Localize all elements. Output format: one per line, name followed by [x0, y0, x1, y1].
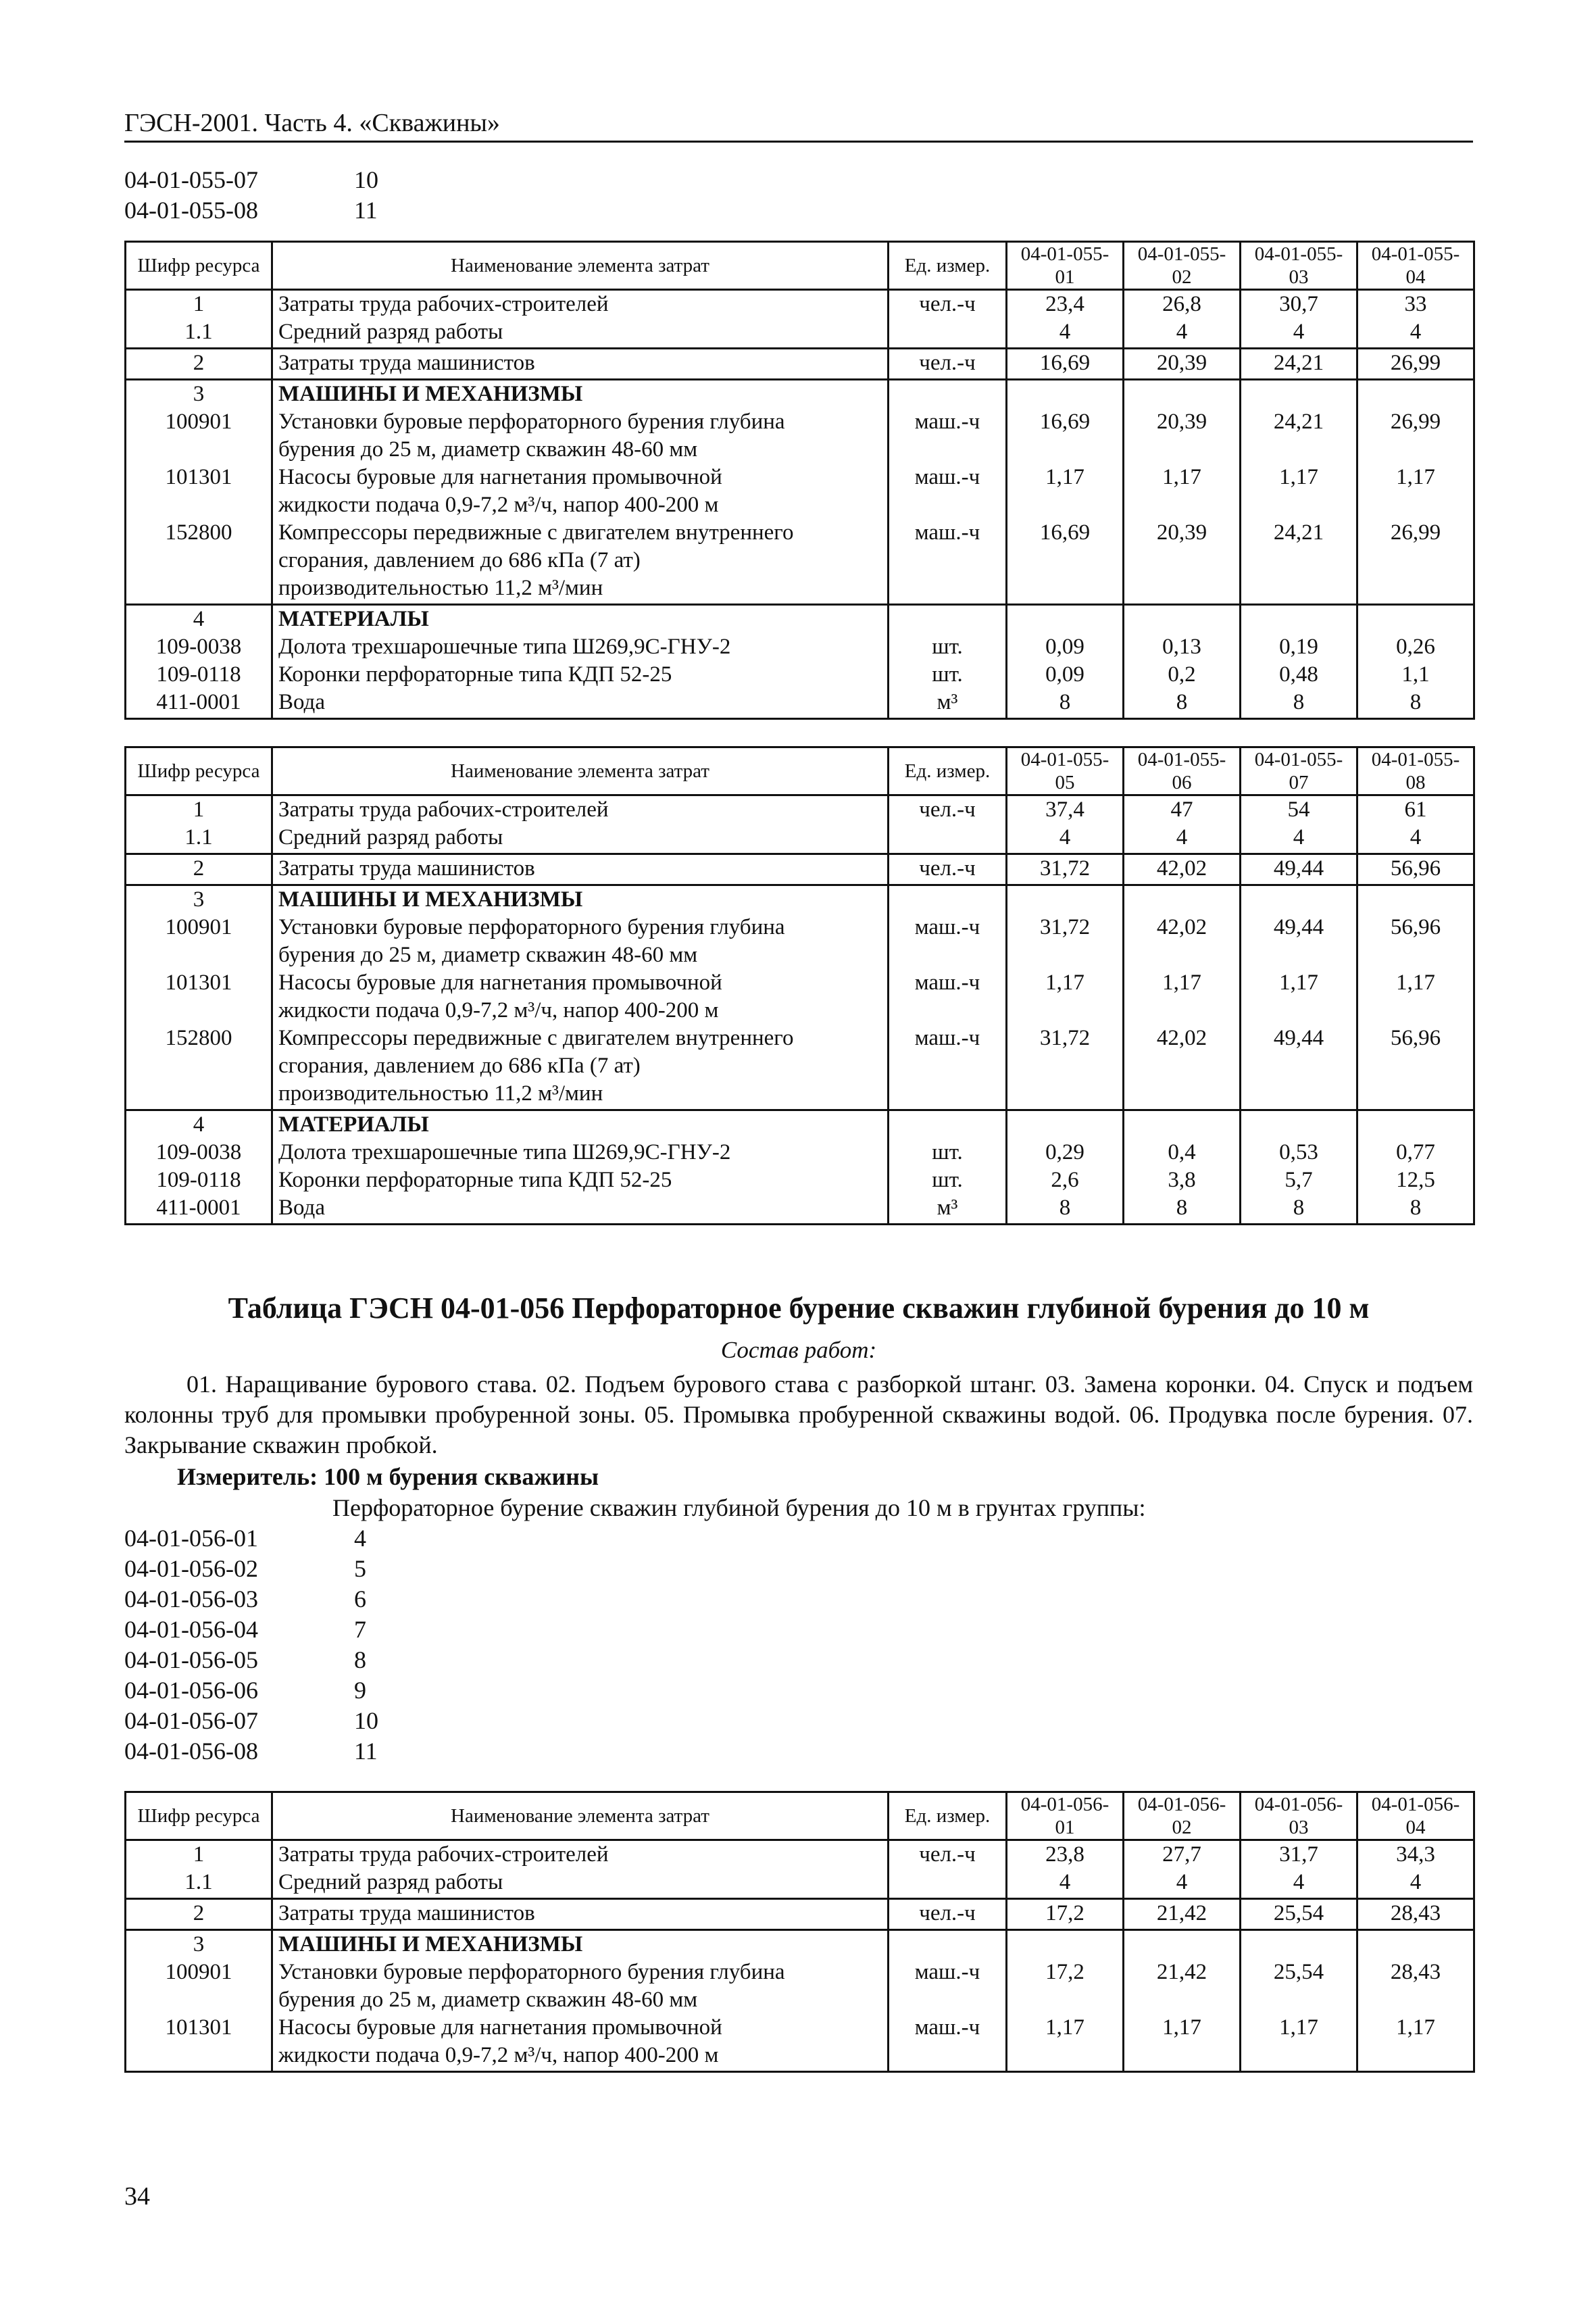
- soil-group: 11: [354, 1738, 378, 1765]
- resource-value: 8: [1241, 1194, 1357, 1225]
- resource-code: 152800: [126, 519, 272, 605]
- resource-name: Вода: [272, 689, 889, 719]
- table-row: [126, 464, 1474, 519]
- table-row: [126, 1840, 1474, 1869]
- works-description: 01. Наращивание бурового става. 02. Подъем бурового става с разборкой штанг. 03. Замена коронки. 04. Спуск и подъем колонны труб для промывки пробуренной зоны. 05. Промывка пробуренной скважины водой. 06. Продувка после бурения. 07. Закрывание скважин пробкой.: [124, 1371, 1473, 1458]
- resource-value: 16,69: [1007, 519, 1124, 605]
- code-list-item: [124, 1645, 378, 1675]
- resource-value: 4: [1007, 318, 1124, 349]
- resource-code: 411-0001: [126, 1194, 272, 1225]
- resource-value: 5,7: [1241, 1166, 1357, 1194]
- resource-unit: маш.-ч: [889, 1025, 1007, 1110]
- resource-value: 31,7: [1241, 1840, 1357, 1869]
- resource-name: МАТЕРИАЛЫ: [272, 1110, 889, 1139]
- header-norm-code: 04-01-055-04: [1357, 242, 1474, 290]
- resource-value: 8: [1241, 689, 1357, 719]
- resource-name: Средний разряд работы: [272, 318, 889, 349]
- resource-value: 42,02: [1124, 854, 1241, 885]
- resource-code: 100901: [126, 408, 272, 464]
- resource-value: 1,17: [1357, 969, 1474, 1025]
- section-title: Таблица ГЭСН 04-01-056 Перфораторное бурение скважин глубиной бурения до 10 м: [228, 1291, 1370, 1325]
- header-norm-code: 04-01-056-01: [1007, 1792, 1124, 1840]
- resource-name: Затраты труда рабочих-строителей: [272, 290, 889, 319]
- resource-value: 8: [1124, 1194, 1241, 1225]
- resource-value: 28,43: [1357, 1899, 1474, 1930]
- table-row: [126, 1194, 1474, 1225]
- resource-table-055-01-04: [124, 241, 1475, 720]
- norm-code: 04-01-056-05: [124, 1646, 258, 1673]
- resource-value: 31,72: [1007, 914, 1124, 969]
- resource-value: [1357, 380, 1474, 409]
- table-row: [126, 1166, 1474, 1194]
- resource-value: [1241, 1930, 1357, 1959]
- resource-name: МАШИНЫ И МЕХАНИЗМЫ: [272, 380, 889, 409]
- code-list-item: [124, 1736, 378, 1767]
- resource-name: Затраты труда рабочих-строителей: [272, 1840, 889, 1869]
- resource-code: 1: [126, 1840, 272, 1869]
- table-row: [126, 2014, 1474, 2072]
- resource-value: 4: [1241, 824, 1357, 854]
- resource-value: 37,4: [1007, 795, 1124, 824]
- resource-value: [1241, 1110, 1357, 1139]
- resource-value: [1241, 885, 1357, 914]
- resource-value: 4: [1357, 318, 1474, 349]
- resource-value: 26,99: [1357, 408, 1474, 464]
- resource-unit: шт.: [889, 661, 1007, 689]
- resource-unit: маш.-ч: [889, 969, 1007, 1025]
- norm-code: 04-01-055-08: [124, 197, 258, 224]
- resource-value: 0,2: [1124, 661, 1241, 689]
- resource-name: Насосы буровые для нагнетания промывочной жидкости подача 0,9-7,2 м³/ч, напор 400-200 м: [272, 464, 889, 519]
- resource-code: 100901: [126, 1959, 272, 2014]
- resource-unit: маш.-ч: [889, 408, 1007, 464]
- resource-name: Затраты труда машинистов: [272, 854, 889, 885]
- resource-name: Долота трехшарошечные типа Ш269,9С-ГНУ-2: [272, 633, 889, 661]
- resource-name: Коронки перфораторные типа КДП 52-25: [272, 1166, 889, 1194]
- header-code: Шифр ресурса: [126, 242, 272, 290]
- resource-unit: шт.: [889, 1139, 1007, 1166]
- table-row: [126, 380, 1474, 409]
- table-row: [126, 349, 1474, 380]
- resource-name: Вода: [272, 1194, 889, 1225]
- resource-value: 56,96: [1357, 1025, 1474, 1110]
- resource-value: 33: [1357, 290, 1474, 319]
- table-row: [126, 605, 1474, 634]
- resource-value: 4: [1241, 318, 1357, 349]
- resource-value: 26,8: [1124, 290, 1241, 319]
- resource-code: 1: [126, 290, 272, 319]
- top-code-list: [124, 165, 378, 226]
- code-list-item: [124, 1584, 378, 1615]
- resource-value: 17,2: [1007, 1959, 1124, 2014]
- resource-value: 31,72: [1007, 1025, 1124, 1110]
- resource-value: 4: [1357, 1869, 1474, 1899]
- norm-code: 04-01-056-03: [124, 1585, 258, 1613]
- resource-value: [1124, 1110, 1241, 1139]
- resource-unit: [889, 824, 1007, 854]
- norm-code: 04-01-056-07: [124, 1707, 258, 1734]
- resource-unit: чел.-ч: [889, 854, 1007, 885]
- resource-code: 1.1: [126, 1869, 272, 1899]
- resource-value: 24,21: [1241, 408, 1357, 464]
- resource-value: 1,1: [1357, 661, 1474, 689]
- resource-value: 31,72: [1007, 854, 1124, 885]
- resource-name: Затраты труда рабочих-строителей: [272, 795, 889, 824]
- resource-value: 1,17: [1007, 969, 1124, 1025]
- table-row: [126, 290, 1474, 319]
- table-header-row: [126, 1792, 1474, 1840]
- resource-value: 8: [1124, 689, 1241, 719]
- resource-unit: [889, 1869, 1007, 1899]
- resource-value: 23,8: [1007, 1840, 1124, 1869]
- header-norm-code: 04-01-055-08: [1357, 747, 1474, 795]
- soil-group: 4: [354, 1525, 366, 1552]
- resource-value: [1007, 605, 1124, 634]
- resource-value: 0,48: [1241, 661, 1357, 689]
- resource-value: 30,7: [1241, 290, 1357, 319]
- code-list-item: [124, 1675, 378, 1706]
- resource-value: [1241, 605, 1357, 634]
- resource-value: [1124, 380, 1241, 409]
- resource-value: [1124, 1930, 1241, 1959]
- works-subtitle: Состав работ:: [720, 1337, 877, 1363]
- table-row: [126, 1899, 1474, 1930]
- resource-value: 1,17: [1357, 2014, 1474, 2072]
- resource-value: 1,17: [1007, 2014, 1124, 2072]
- resource-value: [1007, 380, 1124, 409]
- resource-unit: м³: [889, 1194, 1007, 1225]
- resource-name: Установки буровые перфораторного бурения глубина бурения до 25 м, диаметр скважин 48-60 мм: [272, 914, 889, 969]
- resource-value: 56,96: [1357, 854, 1474, 885]
- resource-value: 47: [1124, 795, 1241, 824]
- resource-name: Затраты труда машинистов: [272, 349, 889, 380]
- resource-code: 109-0038: [126, 1139, 272, 1166]
- resource-value: 24,21: [1241, 519, 1357, 605]
- table-row: [126, 1959, 1474, 2014]
- resource-unit: чел.-ч: [889, 290, 1007, 319]
- resource-unit: маш.-ч: [889, 2014, 1007, 2072]
- norm-code: 04-01-055-07: [124, 166, 258, 193]
- resource-code: 3: [126, 885, 272, 914]
- resource-value: [1007, 885, 1124, 914]
- resource-value: 1,17: [1241, 969, 1357, 1025]
- resource-value: 0,26: [1357, 633, 1474, 661]
- resource-value: 49,44: [1241, 854, 1357, 885]
- soil-group: 8: [354, 1646, 366, 1673]
- resource-value: 49,44: [1241, 1025, 1357, 1110]
- resource-value: 21,42: [1124, 1899, 1241, 1930]
- resource-name: Средний разряд работы: [272, 1869, 889, 1899]
- resource-value: 25,54: [1241, 1959, 1357, 2014]
- resource-unit: чел.-ч: [889, 795, 1007, 824]
- resource-value: 0,13: [1124, 633, 1241, 661]
- resource-name: МАШИНЫ И МЕХАНИЗМЫ: [272, 1930, 889, 1959]
- resource-unit: маш.-ч: [889, 914, 1007, 969]
- code-list-item: [124, 165, 378, 195]
- resource-value: 0,4: [1124, 1139, 1241, 1166]
- resource-name: Насосы буровые для нагнетания промывочной жидкости подача 0,9-7,2 м³/ч, напор 400-200 м: [272, 2014, 889, 2072]
- resource-value: [1357, 1110, 1474, 1139]
- resource-code: 109-0118: [126, 1166, 272, 1194]
- table-row: [126, 661, 1474, 689]
- header-norm-code: 04-01-056-04: [1357, 1792, 1474, 1840]
- resource-unit: [889, 605, 1007, 634]
- norm-code: 04-01-056-08: [124, 1738, 258, 1765]
- resource-value: 8: [1357, 689, 1474, 719]
- resource-value: 1,17: [1124, 969, 1241, 1025]
- resource-value: 20,39: [1124, 349, 1241, 380]
- resource-name: МАШИНЫ И МЕХАНИЗМЫ: [272, 885, 889, 914]
- resource-code: 4: [126, 1110, 272, 1139]
- header-code: Шифр ресурса: [126, 1792, 272, 1840]
- resource-name: Долота трехшарошечные типа Ш269,9С-ГНУ-2: [272, 1139, 889, 1166]
- section-code-list: [124, 1523, 378, 1767]
- resource-value: 24,21: [1241, 349, 1357, 380]
- resource-value: 1,17: [1357, 464, 1474, 519]
- code-list-item: [124, 1523, 378, 1554]
- resource-value: 0,77: [1357, 1139, 1474, 1166]
- resource-value: 16,69: [1007, 349, 1124, 380]
- resource-value: 1,17: [1241, 2014, 1357, 2072]
- norm-code: 04-01-056-04: [124, 1616, 258, 1643]
- resource-unit: шт.: [889, 633, 1007, 661]
- resource-value: 0,19: [1241, 633, 1357, 661]
- resource-value: 25,54: [1241, 1899, 1357, 1930]
- table-row: [126, 969, 1474, 1025]
- resource-value: [1007, 1110, 1124, 1139]
- resource-value: 8: [1007, 689, 1124, 719]
- resource-value: 21,42: [1124, 1959, 1241, 2014]
- resource-name: Коронки перфораторные типа КДП 52-25: [272, 661, 889, 689]
- header-norm-code: 04-01-055-06: [1124, 747, 1241, 795]
- header-norm-code: 04-01-056-03: [1241, 1792, 1357, 1840]
- resource-unit: маш.-ч: [889, 519, 1007, 605]
- soil-group: 9: [354, 1677, 366, 1704]
- resource-code: 3: [126, 1930, 272, 1959]
- resource-name: МАТЕРИАЛЫ: [272, 605, 889, 634]
- resource-unit: [889, 1110, 1007, 1139]
- table-row: [126, 1869, 1474, 1899]
- page-number: 34: [124, 2182, 150, 2211]
- codes-intro: Перфораторное бурение скважин глубиной бурения до 10 м в грунтах группы:: [332, 1494, 1146, 1521]
- resource-code: 1.1: [126, 318, 272, 349]
- resource-name: Компрессоры передвижные с двигателем внутреннего сгорания, давлением до 686 кПа (7 ат) производительностью 11,2 м³/мин: [272, 519, 889, 605]
- resource-value: 0,09: [1007, 661, 1124, 689]
- resource-value: [1241, 380, 1357, 409]
- measure-unit: Измеритель: 100 м бурения скважины: [177, 1463, 599, 1490]
- resource-value: 4: [1241, 1869, 1357, 1899]
- resource-code: 3: [126, 380, 272, 409]
- table-row: [126, 885, 1474, 914]
- code-list-item: [124, 1706, 378, 1736]
- resource-code: 1: [126, 795, 272, 824]
- table-row: [126, 1110, 1474, 1139]
- resource-value: 61: [1357, 795, 1474, 824]
- resource-code: 101301: [126, 969, 272, 1025]
- resource-value: 20,39: [1124, 408, 1241, 464]
- resource-value: 1,17: [1241, 464, 1357, 519]
- header-code: Шифр ресурса: [126, 747, 272, 795]
- resource-code: 2: [126, 349, 272, 380]
- table-header-row: [126, 747, 1474, 795]
- resource-unit: чел.-ч: [889, 1840, 1007, 1869]
- header-norm-code: 04-01-055-01: [1007, 242, 1124, 290]
- resource-value: 0,53: [1241, 1139, 1357, 1166]
- resource-name: Установки буровые перфораторного бурения глубина бурения до 25 м, диаметр скважин 48-60 мм: [272, 1959, 889, 2014]
- header-unit: Ед. измер.: [889, 242, 1007, 290]
- table-row: [126, 318, 1474, 349]
- table-header-row: [126, 242, 1474, 290]
- resource-value: 17,2: [1007, 1899, 1124, 1930]
- table-row: [126, 689, 1474, 719]
- soil-group: 7: [354, 1616, 366, 1643]
- resource-code: 1.1: [126, 824, 272, 854]
- resource-value: 56,96: [1357, 914, 1474, 969]
- resource-code: 109-0118: [126, 661, 272, 689]
- header-name: Наименование элемента затрат: [272, 242, 889, 290]
- resource-name: Компрессоры передвижные с двигателем внутреннего сгорания, давлением до 686 кПа (7 ат) производительностью 11,2 м³/мин: [272, 1025, 889, 1110]
- resource-value: 0,29: [1007, 1139, 1124, 1166]
- header-name: Наименование элемента затрат: [272, 747, 889, 795]
- resource-value: 23,4: [1007, 290, 1124, 319]
- resource-value: [1124, 885, 1241, 914]
- resource-value: 8: [1007, 1194, 1124, 1225]
- header-norm-code: 04-01-056-02: [1124, 1792, 1241, 1840]
- header-unit: Ед. измер.: [889, 1792, 1007, 1840]
- table-row: [126, 1139, 1474, 1166]
- resource-unit: [889, 380, 1007, 409]
- resource-code: 411-0001: [126, 689, 272, 719]
- resource-value: 49,44: [1241, 914, 1357, 969]
- table-row: [126, 519, 1474, 605]
- resource-name: Средний разряд работы: [272, 824, 889, 854]
- norm-code: 04-01-056-02: [124, 1555, 258, 1582]
- resource-unit: чел.-ч: [889, 349, 1007, 380]
- resource-code: 109-0038: [126, 633, 272, 661]
- resource-unit: [889, 318, 1007, 349]
- code-list-item: [124, 1554, 378, 1584]
- running-header: ГЭСН-2001. Часть 4. «Скважины»: [124, 109, 500, 137]
- resource-unit: шт.: [889, 1166, 1007, 1194]
- resource-value: 28,43: [1357, 1959, 1474, 2014]
- resource-value: [1357, 885, 1474, 914]
- soil-group: 10: [354, 1707, 378, 1734]
- header-norm-code: 04-01-055-07: [1241, 747, 1357, 795]
- resource-value: 4: [1124, 318, 1241, 349]
- resource-unit: м³: [889, 689, 1007, 719]
- resource-value: [1124, 605, 1241, 634]
- resource-value: 54: [1241, 795, 1357, 824]
- resource-value: 12,5: [1357, 1166, 1474, 1194]
- resource-table-055-05-08: [124, 746, 1475, 1225]
- resource-value: 1,17: [1007, 464, 1124, 519]
- resource-value: 1,17: [1124, 464, 1241, 519]
- resource-unit: [889, 1930, 1007, 1959]
- resource-unit: чел.-ч: [889, 1899, 1007, 1930]
- resource-value: 4: [1124, 824, 1241, 854]
- resource-value: 26,99: [1357, 349, 1474, 380]
- resource-value: 34,3: [1357, 1840, 1474, 1869]
- header-unit: Ед. измер.: [889, 747, 1007, 795]
- resource-name: Установки буровые перфораторного бурения глубина бурения до 25 м, диаметр скважин 48-60 мм: [272, 408, 889, 464]
- code-list-item: [124, 1615, 378, 1645]
- norm-code: 04-01-056-06: [124, 1677, 258, 1704]
- norm-code: 04-01-056-01: [124, 1525, 258, 1552]
- resource-value: [1357, 605, 1474, 634]
- soil-group: 10: [354, 166, 378, 193]
- resource-unit: [889, 885, 1007, 914]
- header-name: Наименование элемента затрат: [272, 1792, 889, 1840]
- resource-value: 1,17: [1124, 2014, 1241, 2072]
- resource-value: 4: [1007, 1869, 1124, 1899]
- resource-code: 2: [126, 1899, 272, 1930]
- header-norm-code: 04-01-055-02: [1124, 242, 1241, 290]
- resource-value: 26,99: [1357, 519, 1474, 605]
- resource-code: 152800: [126, 1025, 272, 1110]
- resource-value: 8: [1357, 1194, 1474, 1225]
- resource-value: 0,09: [1007, 633, 1124, 661]
- resource-unit: маш.-ч: [889, 1959, 1007, 2014]
- resource-code: 101301: [126, 464, 272, 519]
- header-norm-code: 04-01-055-05: [1007, 747, 1124, 795]
- resource-value: 3,8: [1124, 1166, 1241, 1194]
- table-row: [126, 408, 1474, 464]
- resource-name: Затраты труда машинистов: [272, 1899, 889, 1930]
- resource-code: 4: [126, 605, 272, 634]
- table-row: [126, 854, 1474, 885]
- code-list-item: [124, 195, 378, 226]
- resource-value: 4: [1007, 824, 1124, 854]
- soil-group: 6: [354, 1585, 366, 1613]
- resource-value: 20,39: [1124, 519, 1241, 605]
- resource-unit: маш.-ч: [889, 464, 1007, 519]
- resource-table-056-01-04: [124, 1791, 1475, 2073]
- resource-value: 4: [1357, 824, 1474, 854]
- header-divider: [124, 141, 1473, 143]
- resource-value: [1357, 1930, 1474, 1959]
- resource-value: 42,02: [1124, 1025, 1241, 1110]
- table-row: [126, 1025, 1474, 1110]
- resource-value: 42,02: [1124, 914, 1241, 969]
- resource-code: 101301: [126, 2014, 272, 2072]
- soil-group: 5: [354, 1555, 366, 1582]
- resource-value: 27,7: [1124, 1840, 1241, 1869]
- table-row: [126, 914, 1474, 969]
- soil-group: 11: [354, 197, 378, 224]
- header-norm-code: 04-01-055-03: [1241, 242, 1357, 290]
- resource-name: Насосы буровые для нагнетания промывочной жидкости подача 0,9-7,2 м³/ч, напор 400-200 м: [272, 969, 889, 1025]
- resource-value: [1007, 1930, 1124, 1959]
- table-row: [126, 1930, 1474, 1959]
- resource-value: 16,69: [1007, 408, 1124, 464]
- table-row: [126, 633, 1474, 661]
- resource-value: 4: [1124, 1869, 1241, 1899]
- resource-value: 2,6: [1007, 1166, 1124, 1194]
- table-row: [126, 824, 1474, 854]
- table-row: [126, 795, 1474, 824]
- resource-code: 100901: [126, 914, 272, 969]
- resource-code: 2: [126, 854, 272, 885]
